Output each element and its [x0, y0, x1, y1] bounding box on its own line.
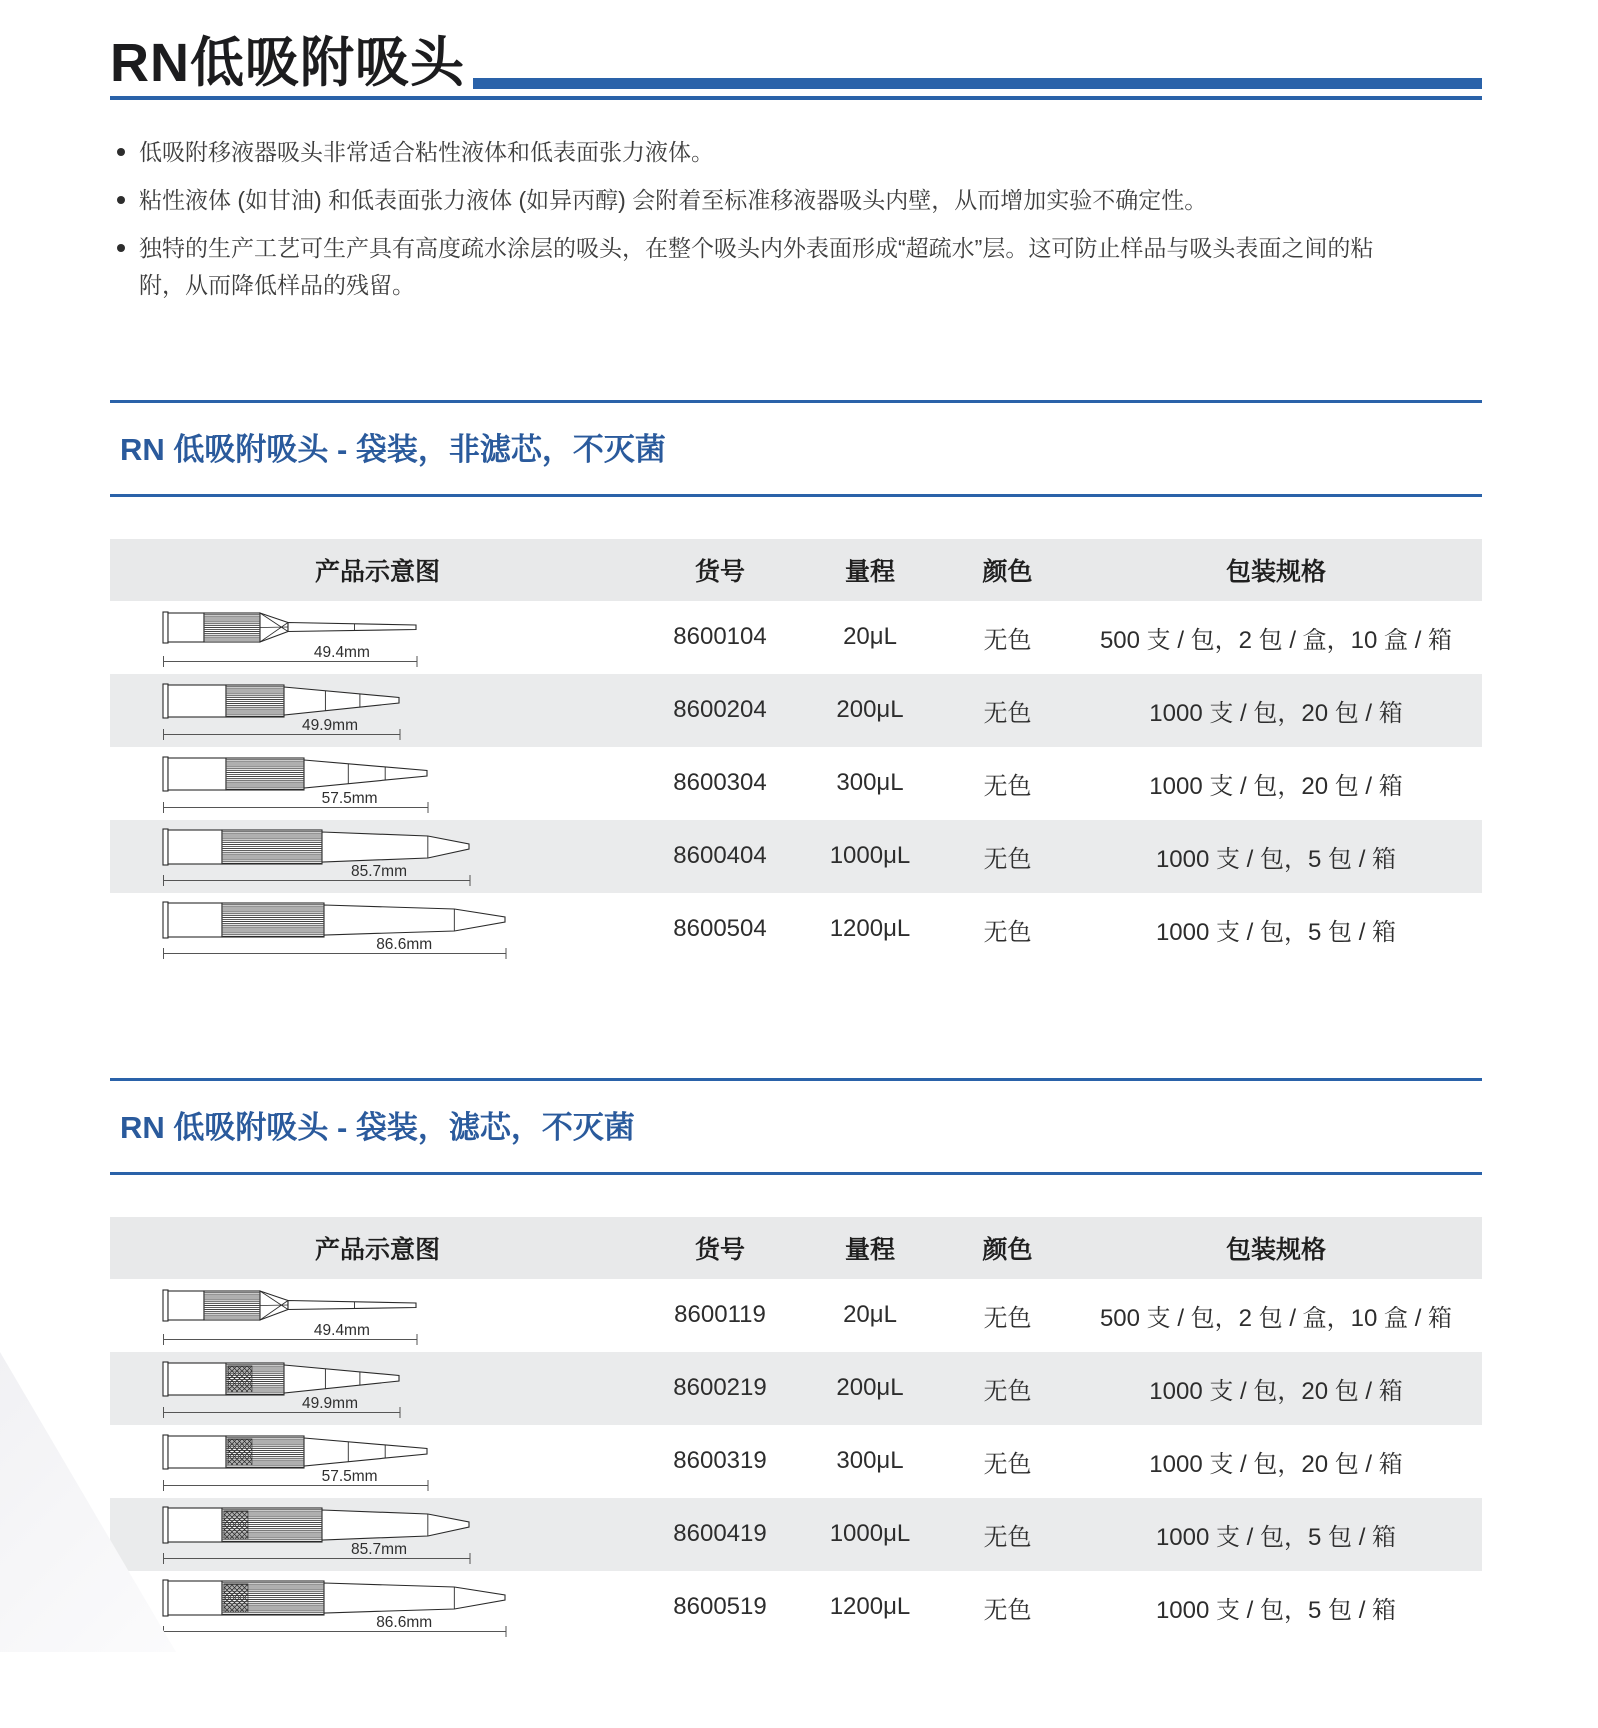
cell-range: 300μL [836, 769, 904, 796]
cell-packaging: 1000 支 / 包，5 包 / 箱 [1155, 845, 1397, 873]
section-rule-bottom [110, 494, 1482, 497]
intro-bullets [112, 134, 1482, 303]
section-heading: RN 低吸附吸头 - 袋装，滤芯，不灭菌 [120, 1109, 635, 1145]
cell-color: 无色 [983, 772, 1032, 800]
svg-text:49.4mm: 49.4mm [313, 1322, 370, 1339]
bullet-item: 独特的生产工艺可生产具有高度疏水涂层的吸头，在整个吸头内外表面形成“超疏水”层。这可防止样品与吸头表面之间的粘附，从而降低样品的残留。 [112, 230, 1379, 304]
cell-color: 无色 [983, 699, 1032, 727]
section-filter [110, 1078, 1482, 1644]
table-row [110, 1279, 1482, 1352]
cell-color: 无色 [983, 1377, 1032, 1405]
cell-cat-no: 8600319 [673, 1447, 767, 1474]
bullet-item: 粘性液体 (如甘油) 和低表面张力液体 (如异丙醇) 会附着至标准移液器吸头内壁，从而增加实验不确定性。 [112, 182, 1379, 219]
product-table [110, 1217, 1482, 1644]
cell-packaging: 1000 支 / 包，20 包 / 箱 [1149, 772, 1403, 800]
cell-range: 300μL [836, 1447, 904, 1474]
table-row [110, 1425, 1482, 1498]
pipette-tip-filter-icon [162, 1429, 430, 1493]
cell-diagram [110, 678, 645, 742]
table-row [110, 1352, 1482, 1425]
svg-text:49.4mm: 49.4mm [313, 644, 370, 661]
pipette-tip-icon [162, 678, 402, 742]
table-row [110, 893, 1482, 966]
table-header-row [110, 539, 1482, 601]
cell-color: 无色 [983, 1523, 1032, 1551]
table-header-row [110, 1217, 1482, 1279]
column-header-diagram: 产品示意图 [314, 1235, 440, 1264]
table-row [110, 1498, 1482, 1571]
pipette-tip-filter-icon [162, 1283, 419, 1347]
pipette-tip-filter-icon [162, 1356, 402, 1420]
cell-packaging: 500 支 / 包，2 包 / 盒，10 盒 / 箱 [1099, 1304, 1453, 1332]
cell-diagram [110, 605, 645, 669]
cell-color: 无色 [983, 918, 1032, 946]
cell-cat-no: 8600219 [673, 1374, 767, 1401]
column-header-color: 颜色 [982, 1235, 1033, 1264]
cell-cat-no: 8600204 [673, 696, 767, 723]
cell-range: 1000μL [829, 842, 911, 869]
cell-range: 1000μL [829, 1520, 911, 1547]
cell-diagram [110, 1502, 645, 1566]
cell-color: 无色 [983, 626, 1032, 654]
cell-packaging: 1000 支 / 包，20 包 / 箱 [1149, 1450, 1403, 1478]
pipette-tip-filter-icon [162, 1575, 508, 1639]
cell-color: 无色 [983, 1596, 1032, 1624]
pipette-tip-icon [162, 897, 508, 961]
column-header-packaging: 包装规格 [1225, 1235, 1326, 1264]
cell-packaging: 500 支 / 包，2 包 / 盒，10 盒 / 箱 [1099, 626, 1453, 654]
cell-range: 200μL [836, 696, 904, 723]
title-block [110, 34, 1482, 92]
cell-packaging: 1000 支 / 包，5 包 / 箱 [1155, 918, 1397, 946]
cell-cat-no: 8600119 [674, 1301, 766, 1328]
cell-cat-no: 8600504 [673, 915, 767, 942]
column-header-range: 量程 [844, 557, 895, 586]
table-row [110, 674, 1482, 747]
title-underline [110, 96, 1482, 100]
cell-color: 无色 [983, 1450, 1032, 1478]
svg-text:85.7mm: 85.7mm [351, 1541, 407, 1558]
cell-range: 1200μL [829, 915, 911, 942]
section-non-filter [110, 400, 1482, 966]
cell-diagram [110, 1356, 645, 1420]
cell-cat-no: 8600519 [673, 1593, 767, 1620]
column-header-range: 量程 [844, 1235, 895, 1264]
svg-text:57.5mm: 57.5mm [321, 790, 378, 807]
cell-range: 1200μL [829, 1593, 911, 1620]
column-header-diagram: 产品示意图 [314, 557, 440, 586]
table-row [110, 601, 1482, 674]
cell-color: 无色 [983, 1304, 1032, 1332]
column-header-packaging: 包装规格 [1225, 557, 1326, 586]
cell-color: 无色 [983, 845, 1032, 873]
cell-diagram [110, 751, 645, 815]
table-row [110, 747, 1482, 820]
product-table [110, 539, 1482, 966]
svg-text:49.9mm: 49.9mm [302, 717, 358, 734]
pipette-tip-filter-icon [162, 1502, 472, 1566]
cell-packaging: 1000 支 / 包，5 包 / 箱 [1155, 1523, 1397, 1551]
cell-range: 20μL [843, 1301, 897, 1328]
svg-text:49.9mm: 49.9mm [302, 1395, 358, 1412]
cell-packaging: 1000 支 / 包，5 包 / 箱 [1155, 1596, 1397, 1624]
column-header-color: 颜色 [982, 557, 1033, 586]
column-header-catno: 货号 [694, 557, 745, 586]
svg-text:86.6mm: 86.6mm [376, 936, 433, 953]
cell-packaging: 1000 支 / 包，20 包 / 箱 [1149, 1377, 1403, 1405]
page-title: RN低吸附吸头 [110, 33, 465, 93]
svg-text:85.7mm: 85.7mm [351, 863, 407, 880]
cell-diagram [110, 824, 645, 888]
title-accent-bar [473, 78, 1482, 89]
cell-range: 200μL [836, 1374, 904, 1401]
cell-cat-no: 8600404 [673, 842, 767, 869]
pipette-tip-icon [162, 751, 430, 815]
svg-text:86.6mm: 86.6mm [376, 1614, 433, 1631]
cell-diagram [110, 1283, 645, 1347]
cell-cat-no: 8600304 [673, 769, 767, 796]
cell-cat-no: 8600419 [673, 1520, 767, 1547]
cell-packaging: 1000 支 / 包，20 包 / 箱 [1149, 699, 1403, 727]
column-header-catno: 货号 [694, 1235, 745, 1264]
svg-text:57.5mm: 57.5mm [321, 1468, 378, 1485]
section-heading: RN 低吸附吸头 - 袋装，非滤芯，不灭菌 [120, 431, 666, 467]
table-row [110, 1571, 1482, 1644]
pipette-tip-icon [162, 824, 472, 888]
cell-diagram [110, 897, 645, 961]
cell-diagram [110, 1575, 645, 1639]
table-row [110, 820, 1482, 893]
bullet-item: 低吸附移液器吸头非常适合粘性液体和低表面张力液体。 [112, 134, 1379, 171]
cell-diagram [110, 1429, 645, 1493]
cell-cat-no: 8600104 [673, 623, 767, 650]
section-rule-bottom [110, 1172, 1482, 1175]
cell-range: 20μL [843, 623, 897, 650]
pipette-tip-icon [162, 605, 419, 669]
